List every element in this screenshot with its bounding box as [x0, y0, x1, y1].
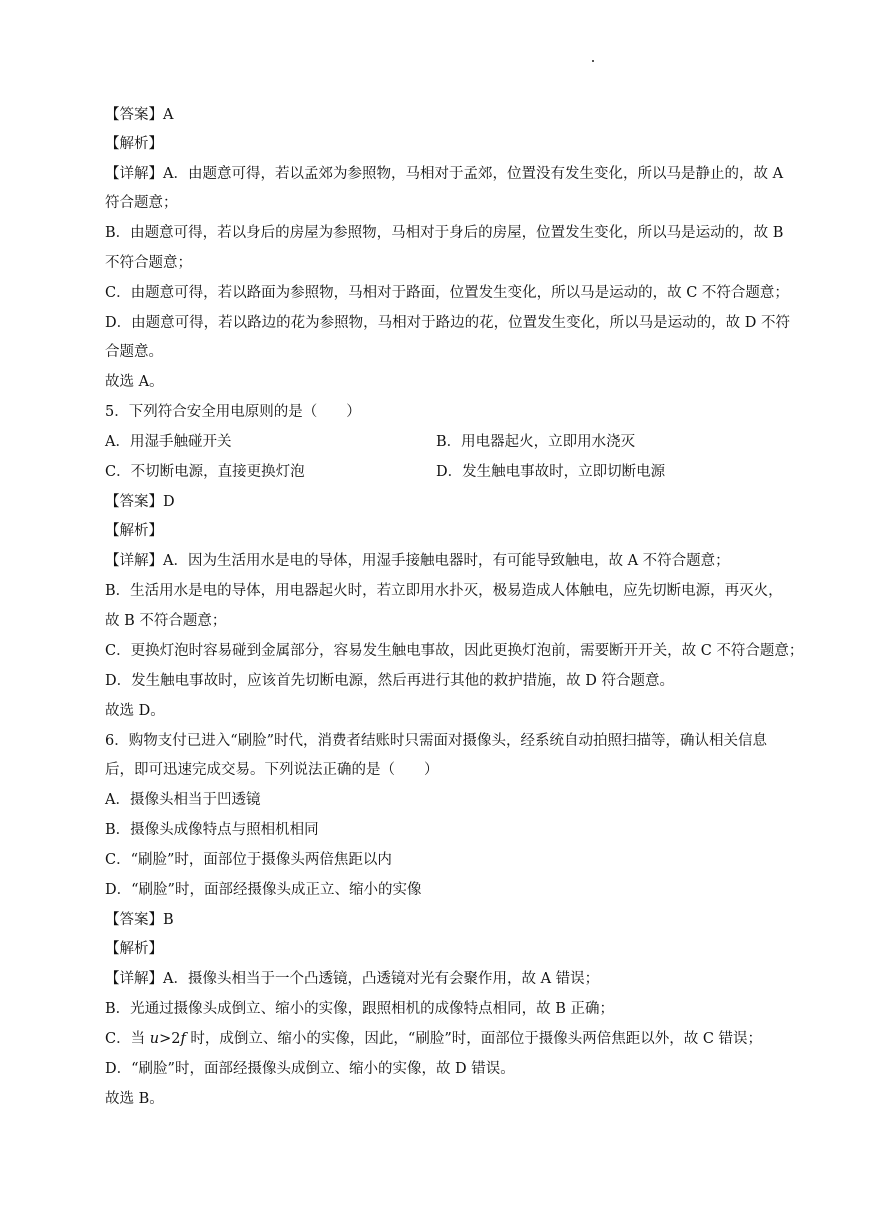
q5-option-d: D．发生触电事故时，立即切断电源: [436, 464, 666, 480]
q6-detail-c-prefix: C．当: [105, 1031, 150, 1047]
q4-detail-a: 【详解】A．由题意可得，若以孟郊为参照物，马相对于孟郊，位置没有发生变化，所以马是静止的，故 A: [105, 166, 784, 182]
q5-detail-c: C．更换灯泡时容易碰到金属部分，容易发生触电事故，因此更换灯泡前，需要断开开关，故 C 不符合题意；: [105, 643, 804, 659]
q4-choose: 故选 A。: [105, 374, 164, 390]
q4-detail-a-cont: 符合题意；: [105, 195, 178, 211]
q6-detail-c-rest: 时，成倒立、缩小的实像，因此，“刷脸”时，面部位于摄像头两倍焦距以外，故 C 错误；: [185, 1031, 763, 1047]
q5-stem: 5．下列符合安全用电原则的是（ ）: [105, 404, 361, 420]
q6-gt-two: >2: [159, 1031, 181, 1047]
q4-detail-d: D．由题意可得，若以路边的花为参照物，马相对于路边的花，位置发生变化，所以马是运动的，故 D 不符: [105, 315, 790, 331]
q6-analysis-heading: 【解析】: [105, 941, 163, 957]
q4-answer: 【答案】A: [105, 107, 174, 123]
q5-option-c: C．不切断电源，直接更换灯泡: [105, 464, 305, 480]
q6-detail-d: D．“刷脸”时，面部经摄像头成倒立、缩小的实像，故 D 错误。: [105, 1061, 515, 1077]
q5-detail-b-cont: 故 B 不符合题意；: [105, 613, 227, 629]
q5-detail-b: B．生活用水是电的导体，用电器起火时，若立即用水扑灭，极易造成人体触电，应先切断电源，再灭火，: [105, 583, 783, 599]
q4-detail-c: C．由题意可得，若以路面为参照物，马相对于路面，位置发生变化，所以马是运动的，故 C 不符合题意；: [105, 285, 789, 301]
q6-stem-cont: 后，即可迅速完成交易。下列说法正确的是（ ）: [105, 762, 439, 778]
q6-detail-b: B．光通过摄像头成倒立、缩小的实像，跟照相机的成像特点相同，故 B 正确；: [105, 1001, 615, 1017]
q6-var-u: u: [149, 1031, 160, 1047]
q5-detail-d: D．发生触电事故时，应该首先切断电源，然后再进行其他的救护措施，故 D 符合题意。: [105, 673, 674, 689]
q6-option-d: D．“刷脸”时，面部经摄像头成正立、缩小的实像: [105, 882, 422, 898]
q6-answer: 【答案】B: [105, 912, 174, 928]
q4-analysis-heading: 【解析】: [105, 136, 163, 152]
q5-answer: 【答案】D: [105, 494, 175, 510]
q5-analysis-heading: 【解析】: [105, 523, 163, 539]
q6-detail-c: [105, 1029, 762, 1049]
q4-detail-b-cont: 不符合题意；: [105, 255, 192, 271]
q6-detail-a: 【详解】A．摄像头相当于一个凸透镜，凸透镜对光有会聚作用，故 A 错误；: [105, 971, 600, 987]
q6-stem: 6．购物支付已进入“刷脸”时代，消费者结账时只需面对摄像头，经系统自动拍照扫描等，确认相关信息: [105, 733, 768, 749]
q5-option-b: B．用电器起火，立即用水浇灭: [436, 434, 636, 450]
q6-option-b: B．摄像头成像特点与照相机相同: [105, 822, 319, 838]
q6-var-f: f: [180, 1031, 186, 1047]
q6-option-a: A．摄像头相当于凹透镜: [105, 792, 261, 808]
page-mark-dot: [592, 60, 594, 62]
q5-choose: 故选 D。: [105, 703, 165, 719]
q4-detail-d-cont: 合题意。: [105, 344, 163, 360]
q6-choose: 故选 B。: [105, 1091, 164, 1107]
q6-option-c: C．“刷脸”时，面部位于摄像头两倍焦距以内: [105, 852, 392, 868]
q5-detail-a: 【详解】A．因为生活用水是电的导体，用湿手接触电器时，有可能导致触电，故 A 不符合题意；: [105, 553, 730, 569]
q4-detail-b: B．由题意可得，若以身后的房屋为参照物，马相对于身后的房屋，位置发生变化，所以马是运动的，故 B: [105, 225, 784, 241]
q5-option-a: A．用湿手触碰开关: [105, 434, 232, 450]
